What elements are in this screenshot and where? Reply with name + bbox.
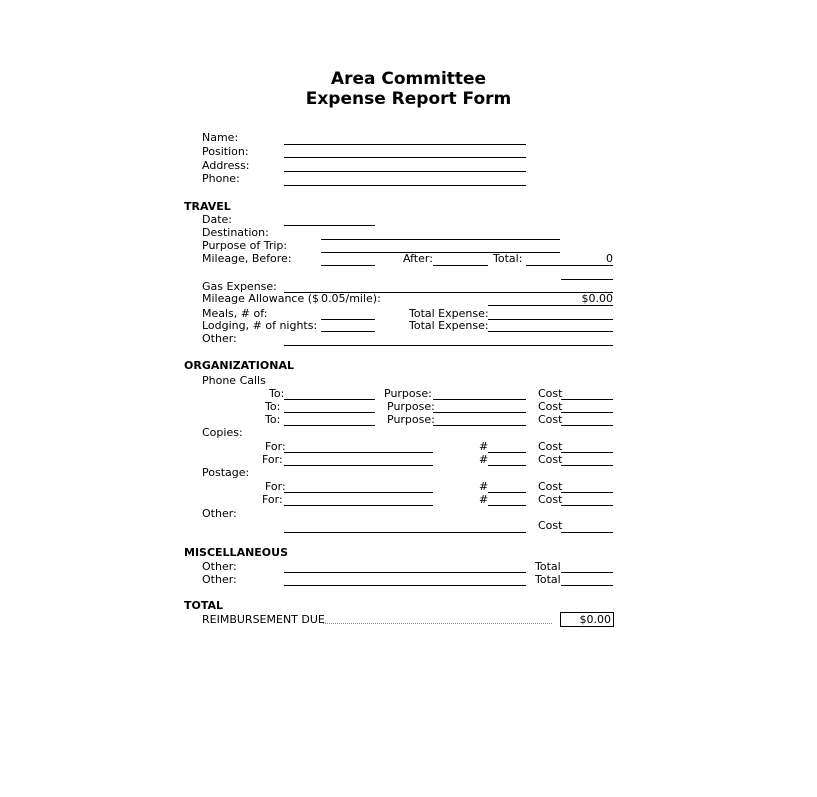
mileage-extra-field[interactable] (561, 279, 613, 280)
call-to-field[interactable] (284, 399, 375, 400)
position-field[interactable] (284, 157, 526, 158)
copies-count-field[interactable] (488, 452, 526, 453)
postage-cost-field[interactable] (561, 492, 613, 493)
travel-other-label: Other: (202, 332, 237, 345)
call-to-label: To: (269, 387, 285, 400)
call-cost-label: Cost (538, 387, 563, 400)
mileage-after-label: After: (403, 252, 433, 265)
misc-other-label: Other: (202, 573, 237, 586)
copies-for-label: For: (265, 440, 286, 453)
meals-label: Meals, # of: (202, 307, 268, 320)
call-cost-label: Cost (538, 400, 563, 413)
misc-other-field[interactable] (284, 585, 526, 586)
copies-count-label: # (479, 453, 489, 466)
destination-label: Destination: (202, 226, 269, 239)
misc-other-field[interactable] (284, 572, 526, 573)
meals-count-field[interactable] (321, 319, 375, 320)
miscellaneous-heading: MISCELLANEOUS (184, 546, 289, 559)
call-purpose-field[interactable] (433, 412, 526, 413)
copies-cost-label: Cost (538, 453, 563, 466)
call-to-label: To: (265, 400, 281, 413)
mileage-after-field[interactable] (433, 265, 488, 266)
misc-total-field[interactable] (561, 585, 613, 586)
organizational-other-cost-field[interactable] (561, 532, 613, 533)
date-label: Date: (202, 213, 232, 226)
mileage-allowance-amount: $0.00 (581, 292, 613, 305)
postage-for-label: For: (265, 480, 286, 493)
call-purpose-field[interactable] (433, 399, 526, 400)
reimbursement-due-label: REIMBURSEMENT DUE (202, 613, 325, 626)
postage-count-field[interactable] (488, 505, 526, 506)
mileage-before-label: Mileage, Before: (202, 252, 292, 265)
lodging-label: Lodging, # of nights: (202, 319, 318, 332)
copies-label: Copies: (202, 426, 243, 439)
postage-for-label: For: (262, 493, 283, 506)
total-heading: TOTAL (184, 599, 224, 612)
organizational-other-cost-label: Cost (538, 519, 563, 532)
mileage-total-label: Total: (493, 252, 523, 265)
postage-count-field[interactable] (488, 492, 526, 493)
call-to-label: To: (265, 413, 281, 426)
form-title-line2: Expense Report Form (305, 89, 512, 109)
copies-cost-label: Cost (538, 440, 563, 453)
postage-cost-label: Cost (538, 480, 563, 493)
meals-total-expense-label: Total Expense: (409, 307, 489, 320)
misc-total-label: Total (535, 560, 561, 573)
postage-for-field[interactable] (284, 505, 433, 506)
postage-cost-field[interactable] (561, 505, 613, 506)
phone-field[interactable] (284, 185, 526, 186)
copies-count-field[interactable] (488, 465, 526, 466)
call-cost-field[interactable] (561, 425, 613, 426)
travel-other-field[interactable] (284, 345, 613, 346)
mileage-total-field[interactable] (526, 265, 613, 266)
organizational-heading: ORGANIZATIONAL (184, 359, 294, 372)
copies-cost-field[interactable] (561, 465, 613, 466)
postage-count-label: # (479, 493, 489, 506)
purpose-of-trip-field[interactable] (321, 252, 560, 253)
address-label: Address: (202, 159, 250, 172)
copies-for-label: For: (262, 453, 283, 466)
gas-expense-label: Gas Expense: (202, 280, 277, 293)
call-cost-field[interactable] (561, 399, 613, 400)
name-label: Name: (202, 131, 239, 144)
copies-cost-field[interactable] (561, 452, 613, 453)
address-field[interactable] (284, 171, 526, 172)
misc-total-field[interactable] (561, 572, 613, 573)
meals-total-field[interactable] (488, 319, 613, 320)
call-to-field[interactable] (284, 412, 375, 413)
name-field[interactable] (284, 144, 526, 145)
postage-for-field[interactable] (284, 492, 433, 493)
phone-label: Phone: (202, 172, 240, 185)
leader-dots (323, 623, 552, 624)
mileage-allowance-label: Mileage Allowance ($ (202, 292, 320, 305)
form-title-line1: Area Committee (330, 69, 487, 89)
destination-field[interactable] (321, 239, 560, 240)
lodging-total-field[interactable] (488, 331, 613, 332)
purpose-of-trip-label: Purpose of Trip: (202, 239, 288, 252)
travel-heading: TRAVEL (184, 200, 231, 213)
misc-total-label: Total (535, 573, 561, 586)
call-purpose-label: Purpose: (387, 400, 435, 413)
copies-for-field[interactable] (284, 465, 433, 466)
reimbursement-due-amount: $0.00 (560, 612, 614, 627)
call-cost-field[interactable] (561, 412, 613, 413)
lodging-total-expense-label: Total Expense: (409, 319, 489, 332)
misc-other-label: Other: (202, 560, 237, 573)
organizational-other-field[interactable] (284, 532, 526, 533)
postage-cost-label: Cost (538, 493, 563, 506)
postage-label: Postage: (202, 466, 250, 479)
copies-for-field[interactable] (284, 452, 433, 453)
call-purpose-field[interactable] (433, 425, 526, 426)
call-purpose-label: Purpose: (387, 413, 435, 426)
mileage-allowance-line (488, 305, 613, 306)
call-purpose-label: Purpose: (384, 387, 432, 400)
position-label: Position: (202, 145, 249, 158)
mileage-total-value: 0 (606, 252, 613, 265)
phone-calls-label: Phone Calls (202, 374, 266, 387)
lodging-nights-field[interactable] (321, 331, 375, 332)
copies-count-label: # (479, 440, 489, 453)
call-cost-label: Cost (538, 413, 563, 426)
postage-count-label: # (479, 480, 489, 493)
mileage-before-field[interactable] (321, 265, 375, 266)
call-to-field[interactable] (284, 425, 375, 426)
organizational-other-label: Other: (202, 507, 237, 520)
mileage-allowance-rate: 0.05/mile): (321, 292, 381, 305)
date-field[interactable] (284, 225, 375, 226)
